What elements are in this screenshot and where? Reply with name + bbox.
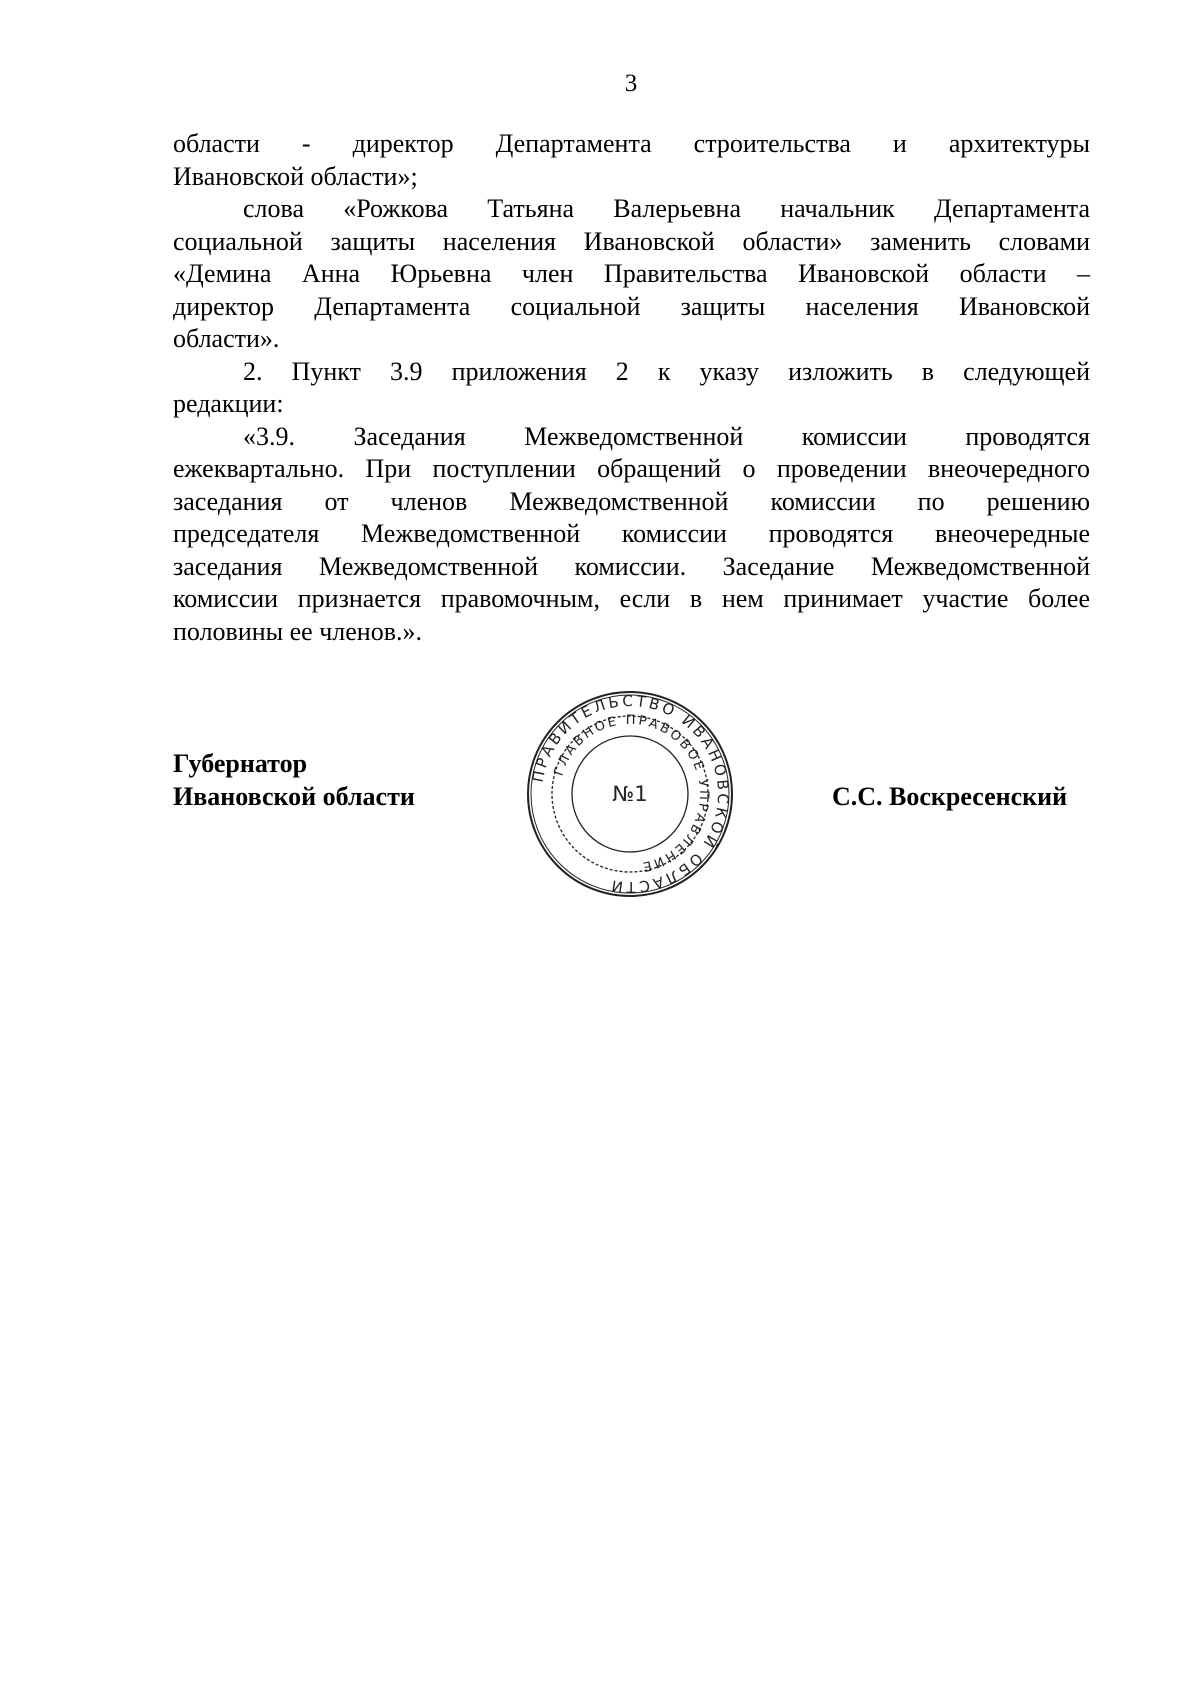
- text-line: редакции:: [173, 389, 284, 418]
- text-line: председателя Межведомственной комиссии проводятся внеочередные: [173, 519, 1090, 548]
- signature-position-line1: Губернатор: [173, 749, 308, 778]
- text-line: 2. Пункт 3.9 приложения 2 к указу изложить в следующей: [243, 356, 1090, 386]
- text-line: директор Департамента социальной защиты населения Ивановской: [173, 291, 1090, 321]
- text-line: «3.9. Заседания Межведомственной комиссии проводятся: [243, 421, 1090, 451]
- signature-position: [173, 748, 415, 813]
- text-line: половины ее членов.».: [173, 616, 422, 646]
- text-line: заседания от членов Межведомственной комиссии по решению: [173, 486, 1090, 516]
- text-line: социальной защиты населения Ивановской области» заменить словами: [173, 226, 1090, 256]
- svg-text:ПРАВИТЕЛЬСТВО ИВАНОВСКОЙ ОБЛАС: ПРАВИТЕЛЬСТВО ИВАНОВСКОЙ ОБЛАСТИ: [528, 691, 733, 897]
- signature-position-line2: Ивановской области: [173, 781, 415, 811]
- stamp-seal-icon: [524, 688, 736, 900]
- document-body: [173, 128, 1090, 648]
- text-line: ежеквартально. При поступлении обращений о проведении внеочередного: [173, 454, 1090, 483]
- text-line: слова «Рожкова Татьяна Валерьевна начальник Департамента: [243, 194, 1090, 223]
- text-line: «Демина Анна Юрьевна член Правительства Ивановской области –: [173, 259, 1090, 288]
- text-line: Ивановской области»;: [173, 161, 418, 191]
- page-number: 3: [624, 70, 638, 97]
- svg-text:№1: №1: [612, 782, 648, 806]
- official-stamp: [524, 688, 736, 900]
- text-line: области».: [173, 324, 280, 353]
- text-line: комиссии признается правомочным, если в нем принимает участие более: [173, 584, 1090, 613]
- svg-text:ГЛАВНОЕ ПРАВОВОЕ УПРАВЛЕНИЕ: ГЛАВНОЕ ПРАВОВОЕ УПРАВЛЕНИЕ: [551, 712, 712, 875]
- text-line: области - директор Департамента строительства и архитектуры: [173, 129, 1090, 158]
- signature-name: С.С. Воскресенский: [832, 782, 1068, 811]
- text-line: заседания Межведомственной комиссии. Заседание Межведомственной: [173, 551, 1090, 581]
